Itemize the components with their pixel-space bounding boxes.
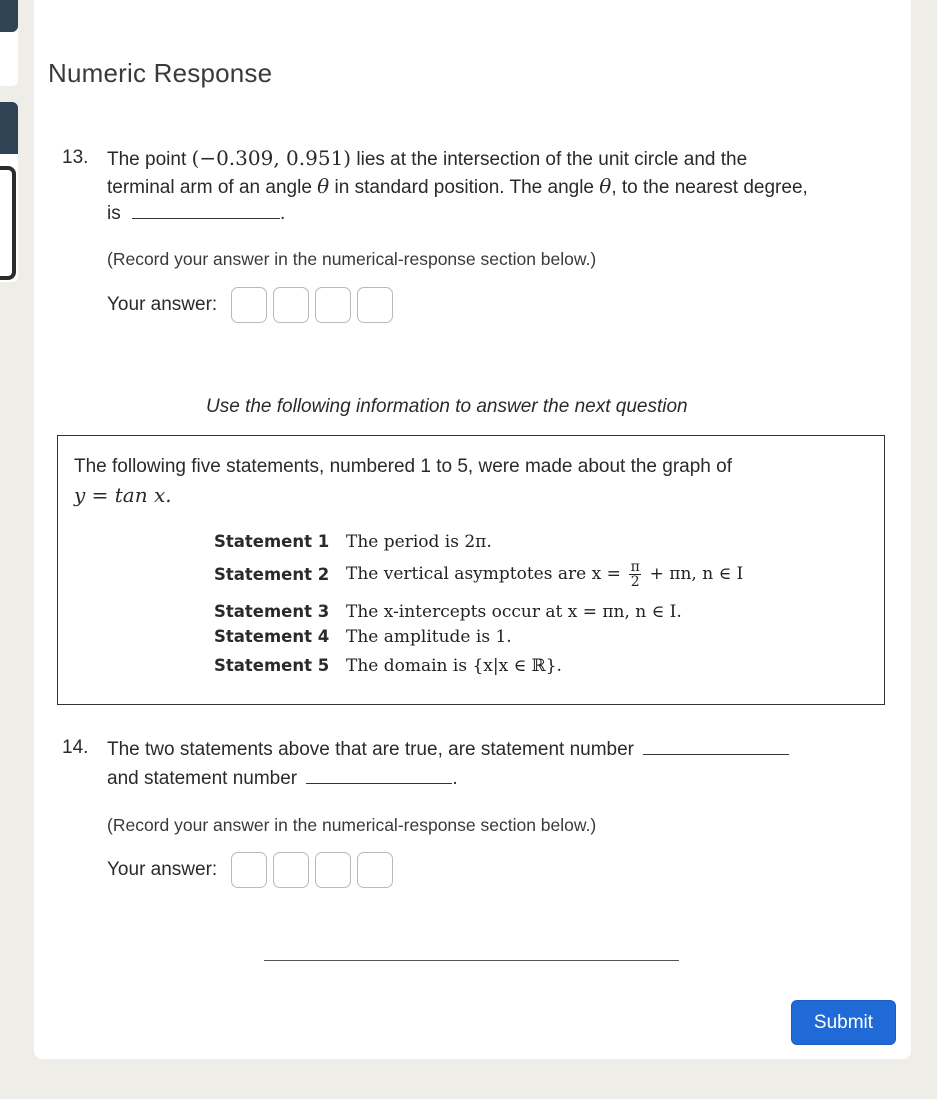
info-intro <box>74 452 732 510</box>
question-text: is <box>107 203 121 224</box>
statement-label: Statement 4 <box>214 627 330 646</box>
info-box <box>57 435 885 705</box>
theta-symbol: θ <box>599 174 612 198</box>
statement-label: Statement 5 <box>214 656 330 675</box>
statement-label: Statement 3 <box>214 602 330 621</box>
fraction-numerator: π <box>630 559 640 575</box>
statement-3 <box>214 602 682 622</box>
statement-text: The period is 2π. <box>346 532 492 552</box>
statement-text-part: + πn, n ∈ I <box>649 564 744 584</box>
statement-1 <box>214 532 492 552</box>
record-note: (Record your answer in the numerical-response section below.) <box>107 815 597 835</box>
theta-symbol: θ <box>317 174 330 198</box>
answer-digit-box-4[interactable] <box>357 852 393 888</box>
question-text: in standard position. The angle <box>334 177 594 198</box>
record-note: (Record your answer in the numerical-response section below.) <box>107 249 597 269</box>
answer-digit-box-1[interactable] <box>231 852 267 888</box>
answer-digit-box-3[interactable] <box>315 287 351 323</box>
question-13 <box>62 145 882 235</box>
answer-row-13 <box>107 287 399 323</box>
side-tab-accent <box>0 102 18 154</box>
side-tab-middle[interactable] <box>0 102 18 282</box>
equation: y = tan x. <box>74 483 172 507</box>
side-tab-top[interactable] <box>0 0 18 86</box>
question-14-line1 <box>107 735 887 764</box>
statement-label: Statement 2 <box>214 565 330 584</box>
divider <box>264 960 679 961</box>
question-text: terminal arm of an angle <box>107 177 312 198</box>
answer-row-14 <box>107 852 399 888</box>
answer-label: Your answer: <box>107 859 218 880</box>
answer-digit-box-3[interactable] <box>315 852 351 888</box>
question-14-line2: and statement number . <box>107 768 458 789</box>
question-13-line2 <box>107 173 887 201</box>
question-number: 14. <box>62 737 89 758</box>
fraction <box>629 560 641 589</box>
statement-label: Statement 1 <box>214 532 330 551</box>
answer-blank <box>306 783 452 784</box>
answer-label: Your answer: <box>107 294 218 315</box>
statement-text <box>346 560 743 589</box>
side-tab-accent <box>0 0 18 32</box>
statement-4 <box>214 627 512 647</box>
question-number: 13. <box>62 147 89 168</box>
point-coordinates: (−0.309, 0.951) <box>191 146 352 170</box>
question-text: The point <box>107 149 187 170</box>
question-card <box>34 0 911 1059</box>
question-text: , to the nearest degree, <box>611 177 808 198</box>
question-text: lies at the intersection of the unit circle and the <box>356 149 748 170</box>
submit-button[interactable]: Submit <box>791 1000 896 1045</box>
statement-text: The amplitude is 1. <box>346 627 512 647</box>
answer-blank <box>132 218 280 219</box>
info-intro-line: The following five statements, numbered 1 to 5, were made about the graph of <box>74 456 732 477</box>
question-13-line1 <box>107 145 887 173</box>
answer-blank <box>643 754 789 755</box>
question-13-line3: is . <box>107 203 286 224</box>
answer-digit-box-2[interactable] <box>273 287 309 323</box>
side-tab-ring <box>0 166 16 280</box>
answer-digit-box-4[interactable] <box>357 287 393 323</box>
answer-digit-box-1[interactable] <box>231 287 267 323</box>
info-heading: Use the following information to answer the next question <box>206 396 688 417</box>
section-title: Numeric Response <box>48 58 273 88</box>
statement-5 <box>214 656 562 676</box>
question-text: and statement number <box>107 768 298 789</box>
fraction-denominator: 2 <box>630 574 640 590</box>
question-text: The two statements above that are true, are statement number <box>107 739 634 760</box>
question-14 <box>62 735 882 795</box>
statement-text: The x-intercepts occur at x = πn, n ∈ I. <box>346 602 682 622</box>
statement-text-part: The vertical asymptotes are x = <box>346 564 621 584</box>
statement-text: The domain is {x|x ∈ ℝ}. <box>346 656 562 676</box>
answer-digit-box-2[interactable] <box>273 852 309 888</box>
statement-2 <box>214 560 743 589</box>
